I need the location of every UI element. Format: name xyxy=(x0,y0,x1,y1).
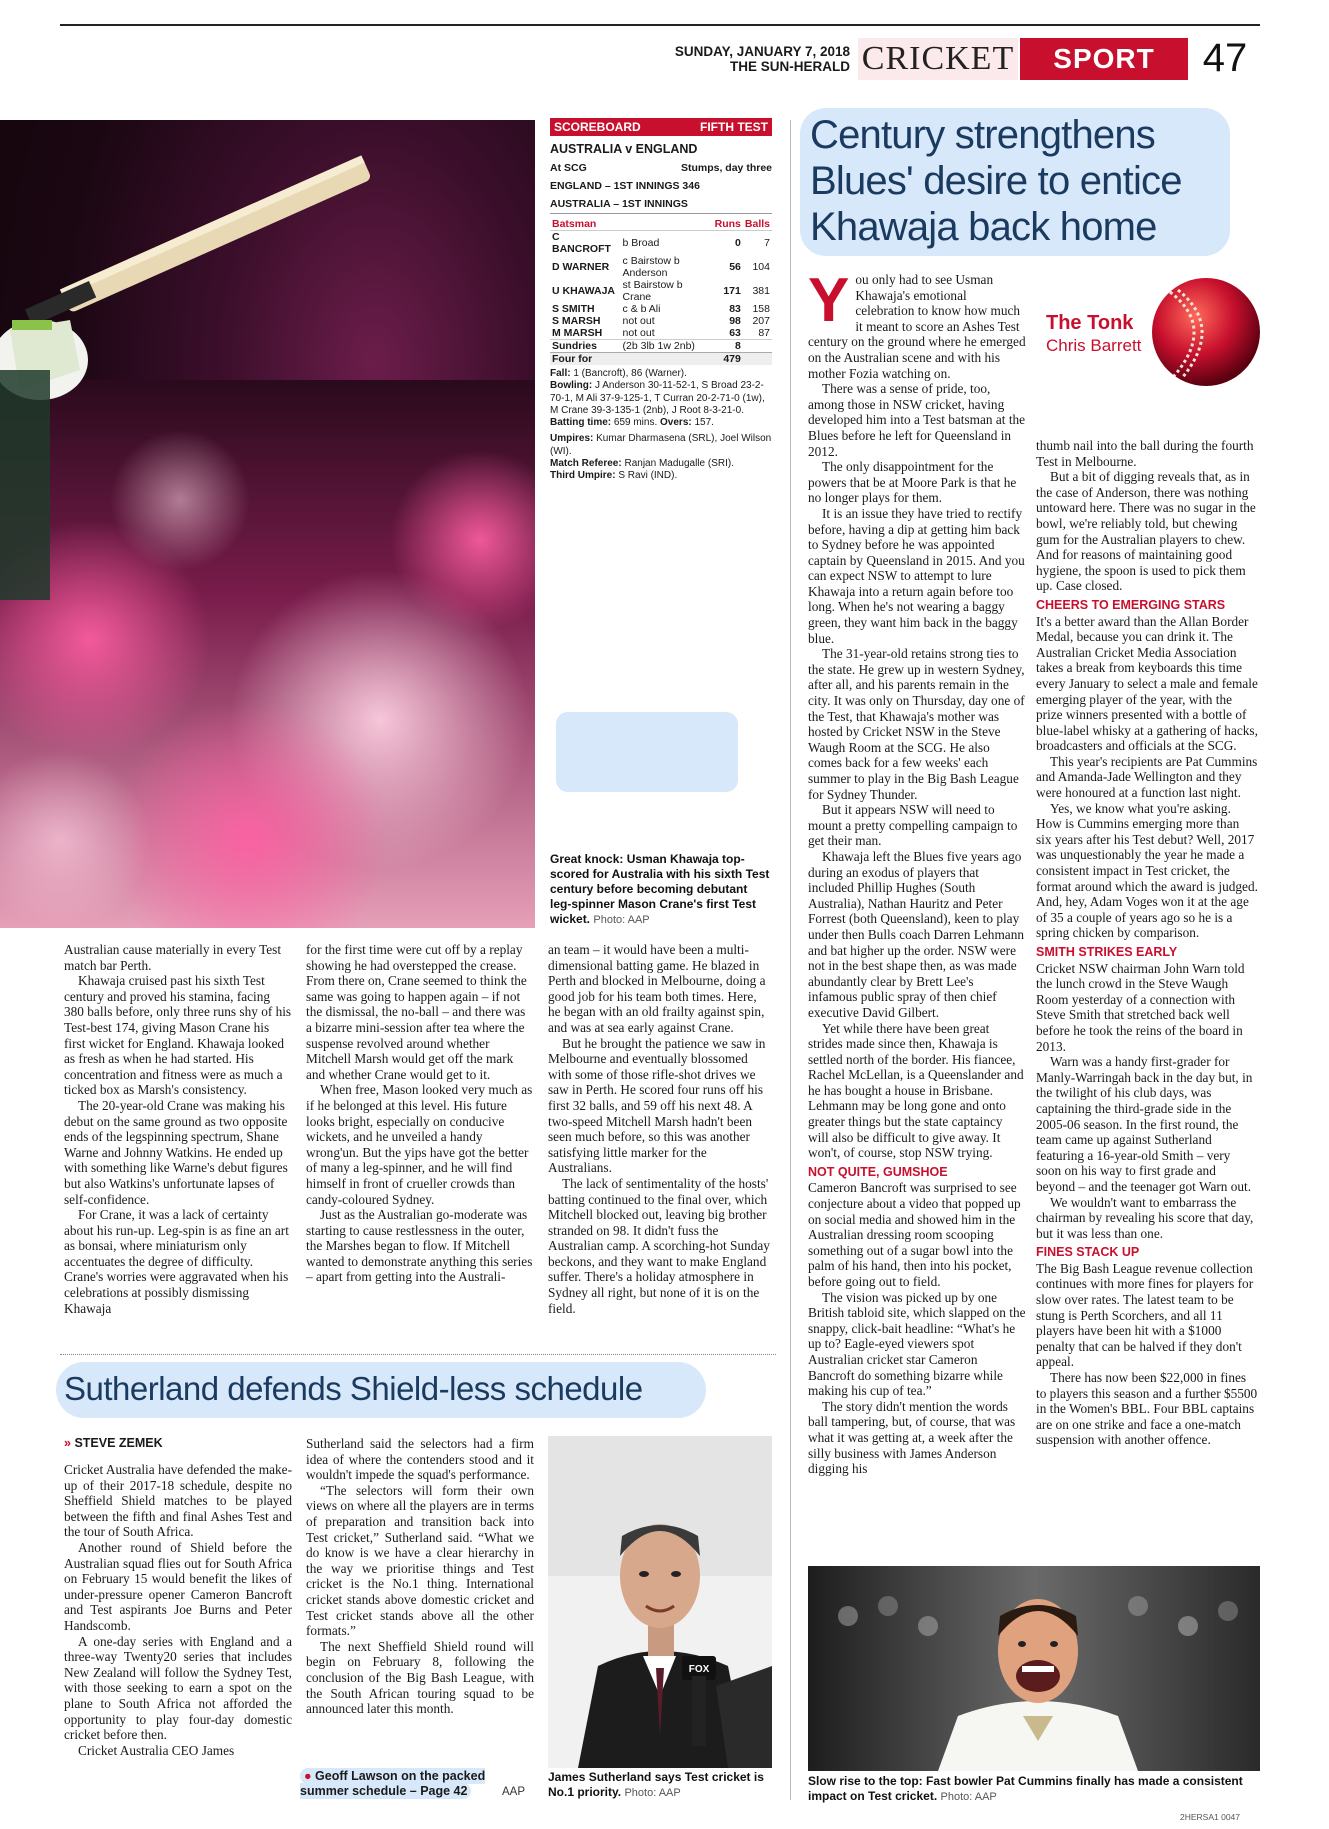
overs: 157. xyxy=(694,417,714,429)
paragraph: It's a better award than the Allan Border Medal, because you can drink it. The Australian Cricket Media Association takes a break from keyboards this time every January to select a male and female emerging player of the year, with the prize winners presented with a bottle of blue-label whisky at a gathering of hacks, broadcasters and officials at the SCG. xyxy=(1036,613,1258,754)
paper-name: THE SUN-HERALD xyxy=(730,59,850,74)
cummins-caption-text: Slow rise to the top: Fast bowler Pat Cummins finally has made a consistent impact on Test cricket. xyxy=(808,1774,1243,1803)
khawaja-photo xyxy=(0,120,535,928)
section-sport: SPORT xyxy=(1020,38,1188,80)
bowling-text: J Anderson 30-11-52-1, S Broad 23-2-70-1, M Ali 37-9-125-1, T Curran 20-2-71-0 (1w), M Crane 39-3-135-1 (2nb), J Root 8-3-21-0. xyxy=(550,380,765,416)
sundries-row xyxy=(550,340,772,353)
balls: 158 xyxy=(752,303,770,315)
dismissal: not out xyxy=(622,327,655,339)
masthead-rule xyxy=(60,24,1260,26)
paragraph: for the first time were cut off by a replay showing he had overstepped the crease. From there on, Crane seemed to think the same was going to happen again – if not the dismissal, the no-ball – and there was a bizarre mini-session after tea where the suspense revolved around whether Mitchell Marsh would get off the mark and whether Crane would get to it. xyxy=(306,942,527,1082)
scoreboard-notes xyxy=(550,368,772,483)
khawaja-caption-text: Great knock: Usman Khawaja top-scored for Australia with his sixth Test century before becoming debutant leg-spinner Mason Crane's first Test wicket. xyxy=(550,852,770,926)
scoreboard-match: AUSTRALIA v ENGLAND xyxy=(550,142,698,156)
fox-mic-logo: FOX xyxy=(688,1664,710,1675)
paragraph: ou only had to see Usman Khawaja's emotional celebration to know how much it meant to score an Ashes Test century on the ground where he emerged on the Australian scene and with his mother Fozia watching on. xyxy=(808,272,1026,381)
paragraph: The story didn't mention the words ball tampering, but, of course, that was what it was getting at, a week after the silly business with James Anderson digging his xyxy=(808,1398,1016,1477)
dismissal: st Bairstow b Crane xyxy=(622,279,683,303)
fall-label: Fall: xyxy=(550,368,571,379)
umpires-label: Umpires: xyxy=(550,433,594,445)
paragraph: But he brought the patience we saw in Melbourne and eventually blossomed with some of those rifle-shot drives we saw in Perth. He scored four runs off his first 32 balls, and 59 off his next 48. A two-speed Mitchell Marsh hadn't been seen much before, so this was another satisfying little marker for the Australians. xyxy=(548,1035,766,1176)
paragraph: Khawaja left the Blues five years ago during an exodus of players that included Phillip Hughes (South Australia), Nathan Hauritz and Peter Forrest (both Queensland), keen to play under then Bulls coach Darren Lehmann and bat higher up the order. NSW were not in the best shape then, as was made abundantly clear by Brett Lee's infamous public spray of then chief executive David Gilbert. xyxy=(808,848,1024,1020)
runs: 98 xyxy=(729,315,741,327)
scoreboard-venue: At SCG xyxy=(550,162,587,174)
umpires: Kumar Dharmasena (SRL), Joel Wilson (WI). xyxy=(550,433,772,457)
referee-label: Match Referee: xyxy=(550,458,622,470)
section-cricket: CRICKET xyxy=(858,38,1018,80)
khawaja-caption-credit: Photo: AAP xyxy=(593,914,650,926)
col-runs: Runs xyxy=(714,218,741,230)
runs: 171 xyxy=(723,285,741,297)
scoreboard xyxy=(550,118,772,483)
paragraph: Khawaja cruised past his sixth Test century and proved his stamina, facing 380 balls before, only three runs shy of his Test-best 174, giving Mason Crane his first wicket for England. Khawaja looked as fresh as when he had started. His concentration and fitness were as much a ticked box as Marsh's consistency. xyxy=(64,973,292,1098)
paragraph: Yes, we know what you're asking. How is Cummins emerging more than six years after his Test debut? Well, 2017 was unquestionably the year he made a consistent impact in Test cricket, the format around which the award is judged. And, hey, Adam Voges won it at the age of 35 a couple of years ago so he is a spring chicken by comparison. xyxy=(1036,800,1258,941)
paragraph: This year's recipients are Pat Cummins and Amanda-Jade Wellington and they were honoured at a function last night. xyxy=(1036,753,1258,801)
scoreboard-header xyxy=(550,118,772,136)
sutherland-aap: AAP xyxy=(502,1786,526,1798)
sutherland-caption-credit: Photo: AAP xyxy=(624,1787,681,1799)
scoreboard-row xyxy=(550,303,772,315)
dismissal: b Broad xyxy=(622,237,660,249)
batsman-name: D WARNER xyxy=(552,261,610,273)
cricket-ball-icon xyxy=(1146,272,1266,392)
paragraph: Cricket Australia have defended the make-up of their 2017-18 schedule, despite no Sheffield Shield matches to be played between the fifth and final Ashes Test and the tour of South Africa. xyxy=(64,1462,292,1540)
sub-not-quite-gumshoe: NOT QUITE, GUMSHOE xyxy=(808,1164,948,1179)
col-batsman: Batsman xyxy=(550,218,713,231)
cummins-photo-art xyxy=(808,1566,1260,1771)
paragraph: Sutherland said the selectors had a firm idea of where the contenders stood and it wouldn't impede the squad's performance. xyxy=(306,1436,534,1483)
balls: 104 xyxy=(752,261,770,273)
rule-right-main xyxy=(790,120,791,1800)
page-number: 47 xyxy=(1202,36,1248,80)
paragraph: A one-day series with England and a three-way Twenty20 series that includes New Zealand will follow the Sydney Test, with those seeking to earn a spot on the plane to South Africa not afforded the opportunity to play four-day domestic cricket before then. xyxy=(64,1633,292,1743)
total-row xyxy=(550,353,772,366)
scoreboard-aus-innings: AUSTRALIA – 1ST INNINGS xyxy=(550,198,772,214)
dismissal: not out xyxy=(622,315,655,327)
paragraph: For Crane, it was a lack of certainty about his run-up. Leg-spin is as fine an art as bonsai, where miniaturism only accentuates the degree of difficulty. Crane's worries were aggravated when his celebrations at possibly dismissing Khawaja xyxy=(64,1207,289,1316)
paragraph: thumb nail into the ball during the fourth Test in Melbourne. xyxy=(1036,438,1254,469)
batsman-name: C BANCROFT xyxy=(552,231,611,255)
paragraph: But it appears NSW will need to mount a pretty compelling campaign to get their man. xyxy=(808,802,1018,849)
paragraph: The lack of sentimentality of the hosts' batting continued to the final over, which Mitchell blocked out, leaving big brother stranded on 98. It didn't fuss the Australian camp. A scorching-hot Sunday beckons, and they want to make England suffer. There's a holiday atmosphere in Sydney all right, but none of it is on the field. xyxy=(548,1175,770,1316)
paragraph: The 20-year-old Crane was making his debut on the same ground as two opposite ends of the legspinning spectrum, Shane Warne and Johnny Watkins. He ended up with something like Warne's debut figures but also Watkins's unfortunate lapses of self-confidence. xyxy=(64,1097,288,1207)
tonk-column-header xyxy=(1036,272,1258,422)
placeholder-box xyxy=(556,712,738,792)
tonk-author: Chris Barrett xyxy=(1046,336,1142,355)
batsman-name: U KHAWAJA xyxy=(552,285,616,297)
referee: Ranjan Madugalle (SRI). xyxy=(624,458,734,470)
runs: 0 xyxy=(735,237,741,249)
paragraph: Just as the Australian go-moderate was starting to cause restlessness in the outer, the Marshes began to flow. If Mitchell wanted to demonstrate anything this series – apart from getting into the Australi- xyxy=(306,1207,533,1285)
paragraph: There has now been $22,000 in fines to players this season and a further $5500 in the Women's BBL. Four BBL captains are on one strike and face a one-match suspension with another offence. xyxy=(1036,1370,1258,1448)
paragraph: It is an issue they have tried to rectify before, having a dip at getting him back to Sydney before he was appointed captain by Queensland in 2015. And you can expect NSW to attempt to lure Khawaja into a return again before too long. When he's not wearing a baggy green, they want him back in the baggy blue. xyxy=(808,505,1025,646)
scoreboard-row xyxy=(550,231,772,256)
batting-time-label: Batting time: xyxy=(550,417,612,429)
sutherland-caption-text: James Sutherland says Test cricket is No.1 priority. xyxy=(548,1770,764,1799)
scoreboard-table-header xyxy=(550,218,772,231)
scoreboard-label: SCOREBOARD xyxy=(554,120,641,134)
overs-label: Overs: xyxy=(660,417,692,429)
main-story-col2 xyxy=(306,942,534,1285)
sub-smith-strikes-early: SMITH STRIKES EARLY xyxy=(1036,945,1178,959)
scoreboard-row xyxy=(550,327,772,340)
paragraph: Yet while there have been great strides made since then, Khawaja is settled north of the border. His fiancee, Rachel McLellan, is a Queenslander and he has bought a house in Brisbane. Lehmann may be long gone and onto greater things but the state captaincy will also be difficult to give away. It won't, of course, stop NSW trying. xyxy=(808,1020,1024,1161)
scoreboard-row xyxy=(550,279,772,303)
sundries-label: Sundries xyxy=(552,340,597,352)
paragraph: When free, Mason looked very much as if he belonged at this level. His future looks bright, especially on conducive wickets, and he unveiled a handy wrong'un. But the yips have got the better of many a leg-spinner, and he will find himself in front of crueller crowds than candy-coloured Sydney. xyxy=(306,1082,533,1207)
scoreboard-venue-row xyxy=(550,162,772,174)
sundries-detail: (2b 3lb 1w 2nb) xyxy=(622,340,695,352)
sub-cheers-to-emerging-stars: CHEERS TO EMERGING STARS xyxy=(1036,597,1226,612)
scoreboard-row xyxy=(550,255,772,279)
sutherland-photo-art xyxy=(548,1436,772,1768)
cummins-photo xyxy=(808,1566,1260,1771)
paragraph: The Big Bash League revenue collection continues with more fines for players for slow over rates. The latest team to be stung is Perth Scorchers, and all 11 players have been hit with a $1000 penalty that can be halved if they don't appeal. xyxy=(1036,1260,1254,1370)
sutherland-promo xyxy=(300,1769,532,1799)
third-umpire: S Ravi (IND). xyxy=(618,470,678,482)
paragraph: The 31-year-old retains strong ties to the state. He grew up in western Sydney, after all, and his parents remain in the city. It was only on Thursday, day one of the Test, that Khawaja's mother was hosted by Cricket NSW in the Steve Waugh Room at the SCG. He also comes back for a few weeks' each summer to play in the Big Bash League for Sydney Thunder. xyxy=(808,646,1025,802)
paragraph: Warn was a handy first-grader for Manly-Warringah back in the day but, in the twilight of his club days, was captaining the third-grade side in the 2005-06 season. In the first round, the team came up against Sutherland featuring a 16-year-old Smith – very soon on his way to first grade and beyond – and the teenager got Warn out. xyxy=(1036,1054,1253,1194)
total-label: Four for xyxy=(552,353,593,365)
khawaja-photo-art xyxy=(0,120,535,928)
scoreboard-table xyxy=(550,218,772,365)
sutherland-byline xyxy=(64,1436,163,1450)
promo-dot: ● xyxy=(304,1769,312,1783)
balls: 87 xyxy=(758,327,770,339)
sutherland-col2 xyxy=(306,1436,534,1717)
tonk-col2 xyxy=(1036,438,1258,1448)
byline-name: STEVE ZEMEK xyxy=(74,1436,163,1450)
runs: 83 xyxy=(729,303,741,315)
balls: 381 xyxy=(752,285,770,297)
drop-cap: Y xyxy=(808,266,850,335)
khawaja-caption xyxy=(550,852,772,928)
scoreboard-test: FIFTH TEST xyxy=(700,120,768,134)
dismissal: c Bairstow b Anderson xyxy=(622,255,680,279)
bowling-label: Bowling: xyxy=(550,380,593,392)
tonk-col1 xyxy=(808,266,1026,1477)
sutherland-caption xyxy=(548,1770,772,1801)
paragraph: The vision was picked up by one British tabloid site, which slapped on the snappy, click-bait headline: “What's he up to? Eagle-eyed viewers spot Australian cricket star Cameron Bancroft do something bizarre while making his cup of tea.” xyxy=(808,1289,1026,1399)
dismissal: c & b Ali xyxy=(622,303,661,315)
paragraph: Cricket Australia CEO James xyxy=(78,1742,235,1758)
masthead-date xyxy=(640,44,850,74)
cummins-caption-credit: Photo: AAP xyxy=(940,1791,997,1803)
sundries-value: 8 xyxy=(735,340,741,352)
runs: 56 xyxy=(729,261,741,273)
paragraph: But a bit of digging reveals that, as in the case of Anderson, there was nothing untoward here. There was no sugar in the bowl, we're reliably told, but chewing gum for the Australian players to chew. And for reasons of maintaining good hygiene, the spoon is used to pick them up. Case closed. xyxy=(1036,469,1256,594)
paragraph: Cameron Bancroft was surprised to see conjecture about a video that popped up on social media and showed him in the Australian dressing room scooping something out of a sugar bowl into the palm of his hand, then into his pocket, before going out to field. xyxy=(808,1180,1021,1289)
footer-code: 2HERSA1 0047 xyxy=(1180,1812,1241,1822)
scoreboard-eng-innings: ENGLAND – 1ST INNINGS 346 xyxy=(550,180,700,192)
fall-text: 1 (Bancroft), 86 (Warner). xyxy=(573,368,687,379)
total-value: 479 xyxy=(723,353,741,365)
paragraph: The only disappointment for the powers that be at Moore Park is that he no longer plays for them. xyxy=(808,459,1017,506)
batting-time: 659 mins. xyxy=(613,417,658,429)
batsman-name: M MARSH xyxy=(552,327,603,339)
paragraph: There was a sense of pride, too, among those in NSW cricket, having developed him into a Test batsman at the Blues before he left for Queensland in 2012. xyxy=(808,381,1026,459)
promo-text: Geoff Lawson on the packed summer schedule – Page 42 xyxy=(300,1769,486,1798)
byline-marker: » xyxy=(64,1436,71,1450)
batsman-name: S SMITH xyxy=(552,303,595,315)
paragraph: The next Sheffield Shield round will begin on February 8, following the conclusion of the Big Bash League, with the South African touring squad to be announced later this month. xyxy=(306,1638,534,1717)
tonk-column-name: The Tonk xyxy=(1046,312,1134,334)
batsman-name: S MARSH xyxy=(552,315,601,327)
sutherland-col1 xyxy=(64,1462,292,1758)
third-umpire-label: Third Umpire: xyxy=(550,470,616,482)
cummins-caption xyxy=(808,1774,1260,1805)
paragraph: Another round of Shield before the Australian squad flies out for South Africa on February 15 would benefit the likes of under-pressure opener Cameron Bancroft and Test aspirants Joe Burns and Peter Handscomb. xyxy=(64,1539,292,1633)
tonk-headline: Century strengthens Blues' desire to entice Khawaja back home xyxy=(810,113,1182,249)
paragraph: Australian cause materially in every Test match bar Perth. xyxy=(64,942,282,973)
paragraph: “The selectors will form their own views on where all the players are in terms of preparation and transition back into Test cricket,” Sutherland said. “What we do know is we have a clear hierarchy in the way we prioritise things and Test cricket is the No.1 thing. International cricket stands above domestic cricket and Test cricket stands above all the other formats.” xyxy=(306,1482,534,1639)
sub-fines-stack-up: FINES STACK UP xyxy=(1036,1245,1140,1260)
balls: 7 xyxy=(764,237,770,249)
scoreboard-row xyxy=(550,315,772,327)
balls: 207 xyxy=(752,315,770,327)
main-story-col3 xyxy=(548,942,772,1316)
col-balls: Balls xyxy=(743,218,772,231)
paragraph: an team – it would have been a multi-dimensional batting game. He blazed in Perth and blocked in Melbourne, doing a good job for his team both times. Here, he began with an old frailty against spin, and was at sea early against Crane. xyxy=(548,942,766,1035)
paragraph: We wouldn't want to embarrass the chairman by revealing his score that day, but it was less than one. xyxy=(1036,1194,1254,1241)
scoreboard-status: Stumps, day three xyxy=(680,162,772,174)
main-story-col1 xyxy=(64,942,292,1316)
sutherland-headline-text: Sutherland defends Shield-less schedule xyxy=(64,1370,643,1407)
date-text: SUNDAY, JANUARY 7, 2018 xyxy=(674,44,850,59)
paragraph: Cricket NSW chairman John Warn told the lunch crowd in the Steve Waugh Room yesterday of a connection with Steve Smith that stretched back well before he took the reins of the board in 2013. xyxy=(1036,960,1245,1054)
sutherland-photo xyxy=(548,1436,772,1768)
runs: 63 xyxy=(729,327,741,339)
section-divider xyxy=(60,1354,776,1355)
